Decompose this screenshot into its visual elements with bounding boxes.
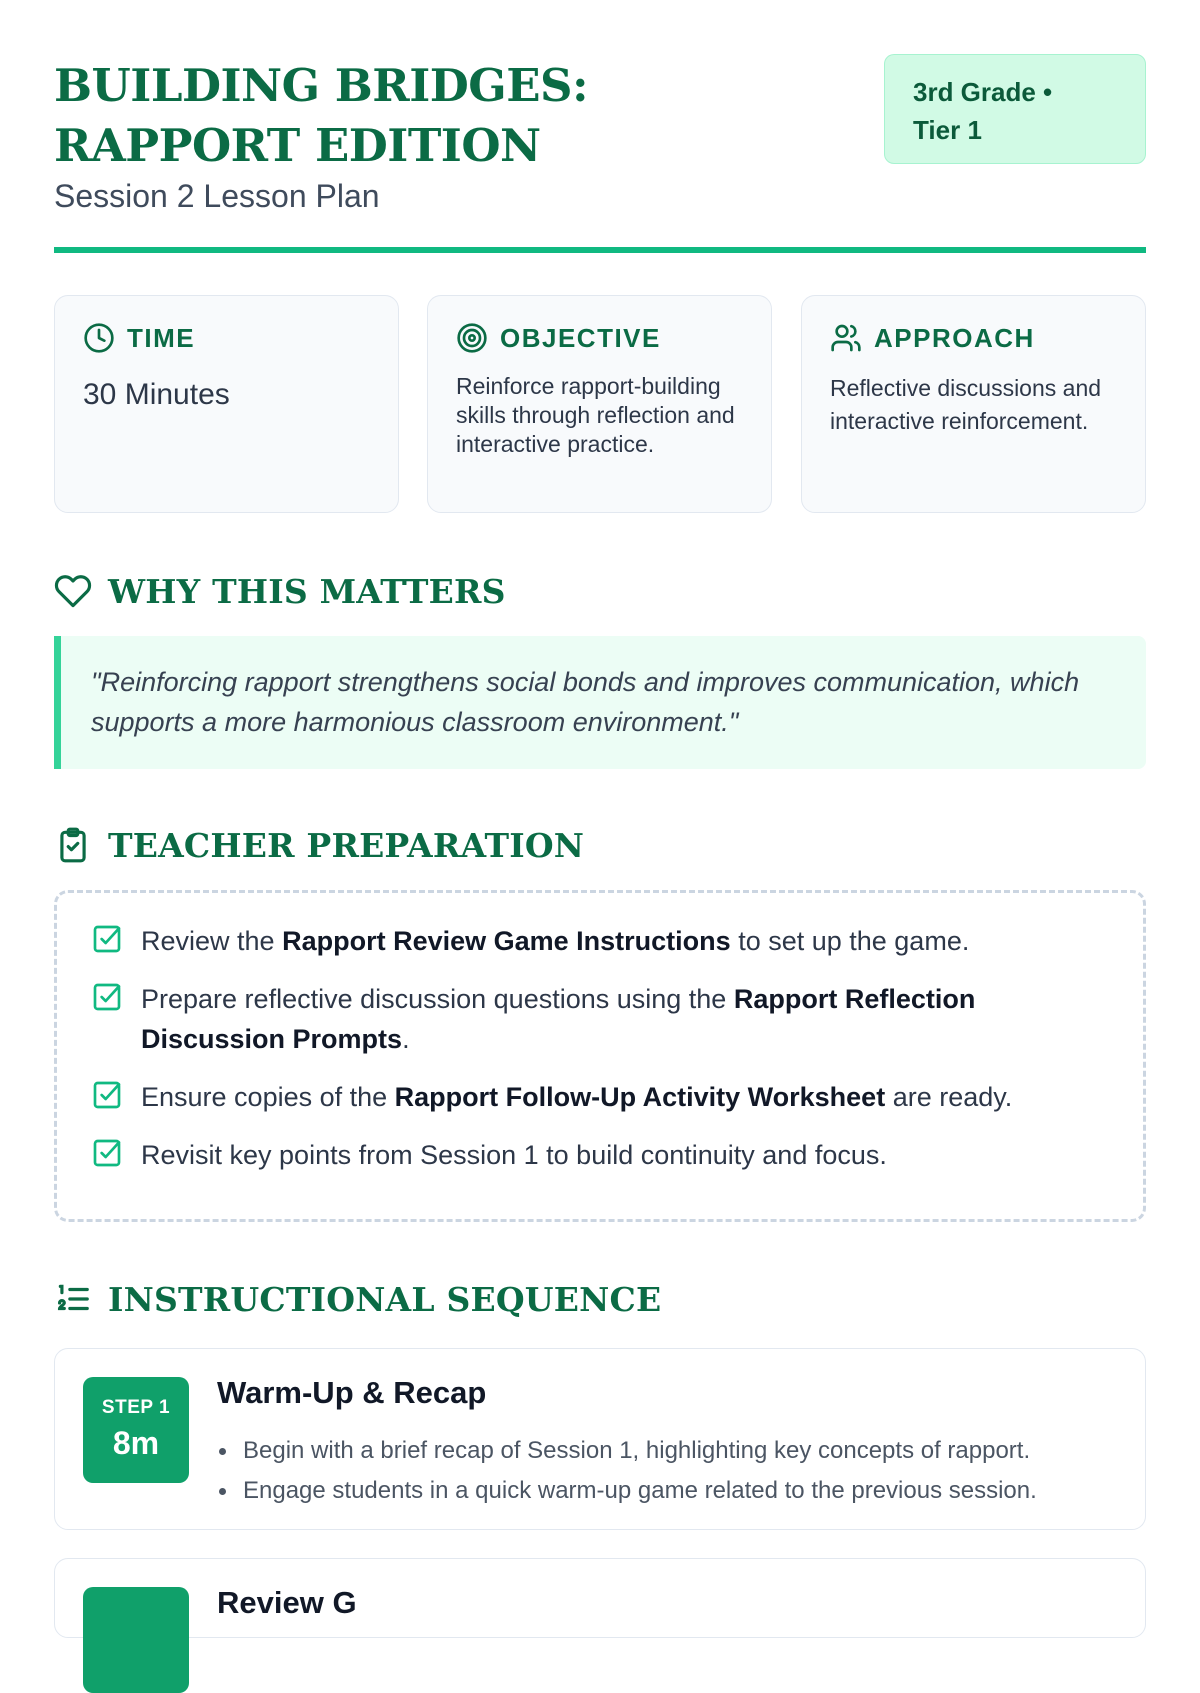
clipboard-check-icon bbox=[54, 826, 92, 864]
step-card bbox=[54, 1348, 1146, 1530]
header bbox=[54, 0, 1146, 256]
grade-badge-line2: Tier 1 bbox=[913, 115, 982, 145]
time-value: 30 Minutes bbox=[83, 378, 230, 411]
time-label: TIME bbox=[127, 322, 196, 353]
step-bullet: Begin with a brief recap of Session 1, highlighting key concepts of rapport. bbox=[217, 1431, 1037, 1471]
prep-heading-text: TEACHER PREPARATION bbox=[108, 825, 585, 865]
approach-label: APPROACH bbox=[874, 322, 1035, 353]
time-card bbox=[54, 295, 399, 513]
checkbox-checked-icon bbox=[91, 923, 123, 955]
why-heading bbox=[54, 569, 506, 613]
heart-icon bbox=[54, 572, 92, 610]
objective-text: Reinforce rapport-building skills through reflection and interactive practice. bbox=[456, 373, 735, 457]
prep-item: Ensure copies of the Rapport Follow-Up Activity Worksheet are ready. bbox=[91, 1077, 1109, 1117]
objective-card bbox=[427, 295, 772, 513]
step-badge bbox=[83, 1377, 189, 1483]
why-quote: "Reinforcing rapport strengthens social bonds and improves communication, which supports a more harmonious classroom environment." bbox=[54, 636, 1146, 769]
lesson-plan-page bbox=[54, 0, 1146, 1620]
checkbox-checked-icon bbox=[91, 1079, 123, 1111]
prep-item: Review the Rapport Review Game Instructions to set up the game. bbox=[91, 921, 1109, 961]
sequence-heading bbox=[54, 1277, 661, 1321]
step-badge bbox=[83, 1587, 189, 1693]
step-bullets bbox=[217, 1431, 1037, 1511]
step-title: Review G bbox=[217, 1585, 357, 1620]
checkbox-checked-icon bbox=[91, 1137, 123, 1169]
grade-tier-badge bbox=[884, 54, 1146, 164]
sequence-heading-text: INSTRUCTIONAL SEQUENCE bbox=[108, 1279, 662, 1319]
step-title: Warm-Up & Recap bbox=[217, 1375, 487, 1410]
objective-label: OBJECTIVE bbox=[500, 322, 661, 353]
prep-checklist bbox=[54, 890, 1146, 1222]
step-minutes: 8m bbox=[112, 1425, 160, 1461]
grade-badge-line1: 3rd Grade • bbox=[913, 77, 1053, 107]
target-icon bbox=[456, 322, 488, 354]
checkbox-checked-icon bbox=[91, 981, 123, 1013]
page-title: BUILDING BRIDGES: RAPPORT EDITION bbox=[54, 59, 589, 172]
numbered-list-icon bbox=[54, 1280, 92, 1318]
prep-item: Prepare reflective discussion questions using the Rapport Reflection Discussion Prompts. bbox=[91, 979, 1109, 1059]
step-number: STEP 1 bbox=[101, 1397, 171, 1418]
step-card bbox=[54, 1558, 1146, 1638]
step-bullet: Engage students in a quick warm-up game related to the previous session. bbox=[217, 1471, 1037, 1511]
clock-icon bbox=[83, 322, 115, 354]
info-cards bbox=[54, 295, 1146, 513]
header-divider bbox=[54, 247, 1146, 253]
why-heading-text: WHY THIS MATTERS bbox=[108, 571, 506, 611]
page-subtitle: Session 2 Lesson Plan bbox=[54, 178, 380, 214]
users-icon bbox=[830, 322, 862, 354]
prep-heading bbox=[54, 823, 584, 867]
approach-card bbox=[801, 295, 1146, 513]
approach-text: Reflective discussions and interactive reinforcement. bbox=[830, 375, 1102, 434]
prep-item: Revisit key points from Session 1 to build continuity and focus. bbox=[91, 1135, 1109, 1175]
